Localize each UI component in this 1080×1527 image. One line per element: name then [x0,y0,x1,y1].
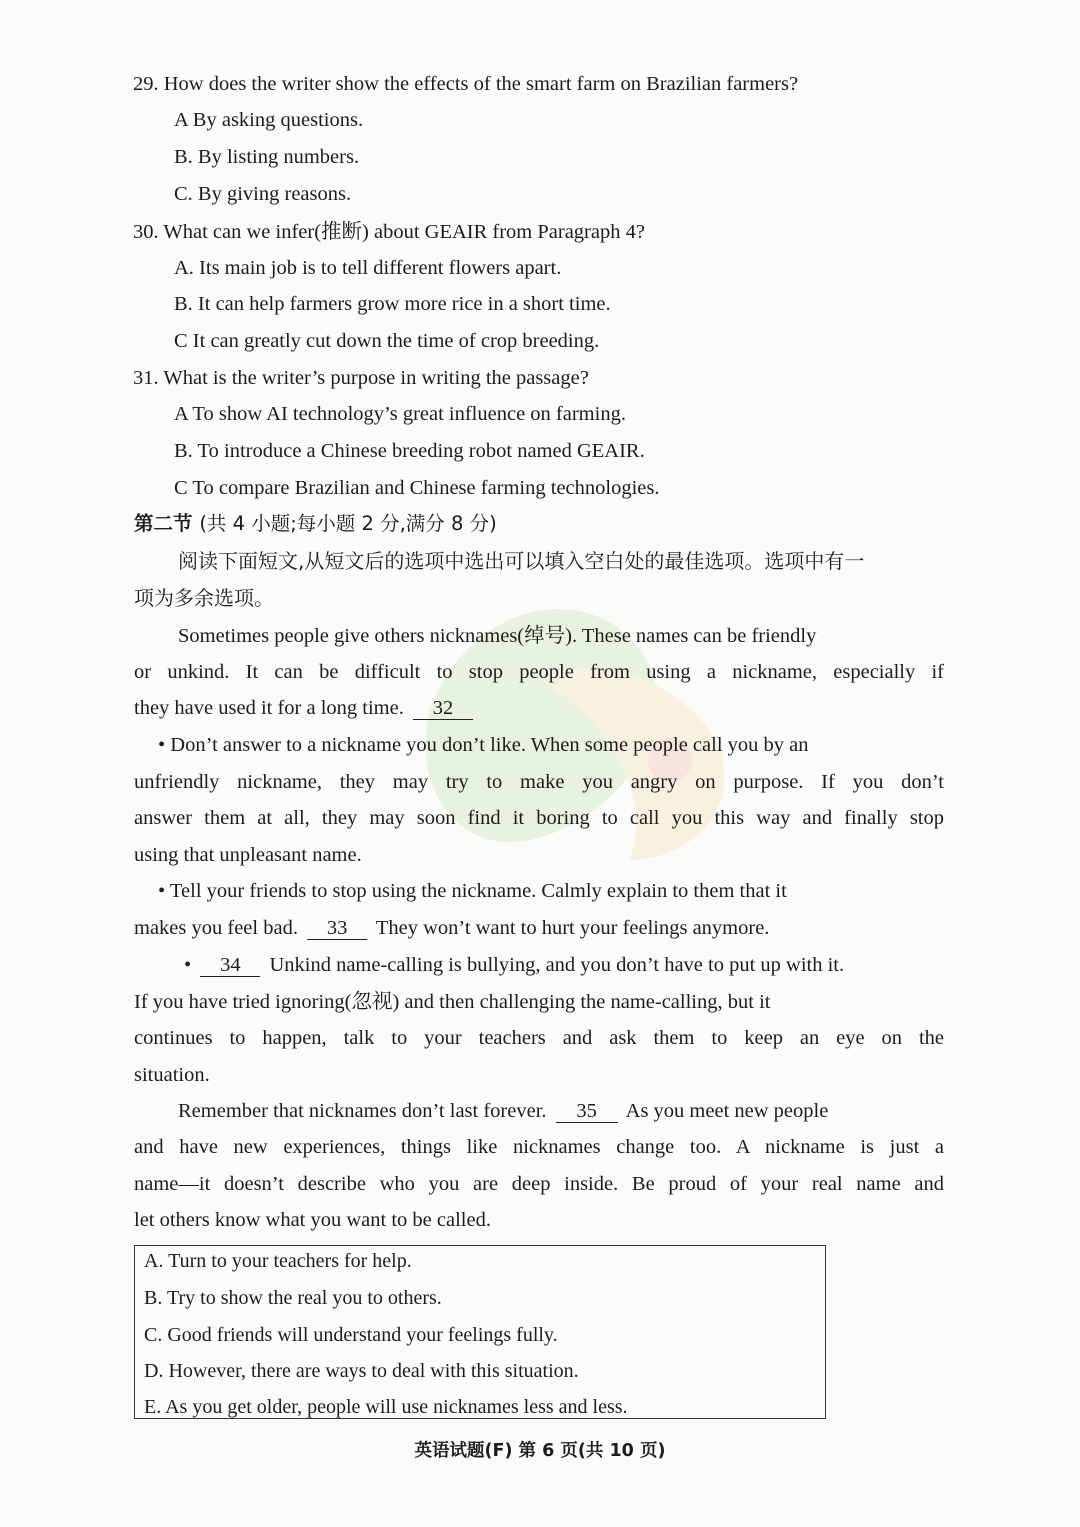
passage-p3-line-2-pre: makes you feel bad. [134,917,298,939]
passage-p3-line-1: • Tell your friends to stop using the nickname. Calmly explain to them that it [158,880,787,902]
section-heading [134,510,497,538]
question-30-option-c: C It can greatly cut down the time of crop breeding. [174,330,600,352]
passage-p4-line-3: continues to happen, talk to your teachers and ask them to keep an eye on the [134,1027,944,1049]
passage-p1-line-1-post: ). These names can be friendly [565,625,817,647]
passage-p4-line-2-cn: 忽视 [351,989,393,1013]
passage-p5-line-1 [178,1097,944,1125]
section-instruction-line-1: 阅读下面短文,从短文后的选项中选出可以填入空白处的最佳选项。选项中有一 [178,549,865,573]
passage-p5-line-3: name—it doesn’t describe who you are deep inside. Be proud of your real name and [134,1173,944,1195]
choice-b: B. Try to show the real you to others. [144,1287,442,1309]
question-29-option-b: B. By listing numbers. [174,146,360,168]
blank-35: 35 [556,1100,618,1123]
choice-c: C. Good friends will understand your feelings fully. [144,1324,558,1346]
question-31-option-b: B. To introduce a Chinese breeding robot named GEAIR. [174,440,645,462]
blank-34: 34 [200,954,260,977]
passage-p2-line-3: answer them at all, they may soon find it boring to call you this way and finally stop [134,807,944,829]
passage-p4-line-4: situation. [134,1064,210,1086]
section-instruction-line-2: 项为多余选项。 [134,586,274,610]
page-footer: 英语试题(F) 第 6 页(共 10 页) [414,1441,666,1461]
section-subtitle: (共 4 小题;每小题 2 分,满分 8 分) [199,512,497,535]
question-30-stem-cn: 推断 [321,219,363,243]
passage-p1-line-1-pre: Sometimes people give others nicknames( [178,625,525,647]
passage-p4-bullet: • [184,954,192,976]
question-29-option-a: A By asking questions. [174,109,364,131]
passage-p2-line-1: • Don’t answer to a nickname you don’t like. When some people call you by an [158,734,809,756]
passage-p4-line-2-pre: If you have tried ignoring( [134,991,352,1013]
blank-33: 33 [307,917,367,940]
question-30-option-b: B. It can help farmers grow more rice in a short time. [174,293,611,315]
passage-p1-line-3 [134,694,944,722]
passage-p5-line-4: let others know what you want to be called. [134,1209,491,1231]
question-31-option-c: C To compare Brazilian and Chinese farming technologies. [174,477,660,499]
choice-a: A. Turn to your teachers for help. [144,1250,412,1272]
question-29-stem: 29. How does the writer show the effects of the smart farm on Brazilian farmers? [133,73,799,95]
passage-p1-line-1-cn: 绰号 [524,623,566,647]
question-30-stem-pre: 30. What can we infer( [133,221,322,243]
passage-p3-line-2 [134,914,944,942]
passage-p4-line-2 [134,987,944,1016]
blank-32: 32 [413,697,473,720]
question-29-option-c: C. By giving reasons. [174,183,352,205]
question-31-stem: 31. What is the writer’s purpose in writing the passage? [133,367,589,389]
passage-p2-line-2: unfriendly nickname, they may try to make you angry on purpose. If you don’t [134,771,944,793]
question-30-option-a: A. Its main job is to tell different flowers apart. [174,257,562,279]
passage-p1-line-2: or unkind. It can be difficult to stop people from using a nickname, especially if [134,661,944,683]
question-31-option-a: A To show AI technology’s great influence on farming. [174,403,626,425]
section-title: 第二节 [134,512,193,535]
question-30-stem-post: ) about GEAIR from Paragraph 4? [362,221,645,243]
passage-p4-line-2-post: ) and then challenging the name-calling, but it [392,991,771,1013]
passage-p5-line-1-pre: Remember that nicknames don’t last forever. [178,1100,547,1122]
passage-p4-line-1 [184,951,944,979]
choice-e: E. As you get older, people will use nicknames less and less. [144,1396,628,1418]
question-30-stem [133,217,645,246]
passage-p3-line-2-post: They won’t want to hurt your feelings anymore. [375,917,770,939]
passage-p1-line-3-text: they have used it for a long time. [134,697,404,719]
passage-p5-line-2: and have new experiences, things like nicknames change too. A nickname is just a [134,1136,944,1158]
choice-d: D. However, there are ways to deal with this situation. [144,1360,579,1382]
passage-p5-line-1-post: As you meet new people [625,1100,829,1122]
choices-box [134,1245,826,1419]
passage-p4-line-1-post: Unkind name-calling is bullying, and you don’t have to put up with it. [269,954,845,976]
passage-p1-line-1 [178,621,944,650]
passage-p2-line-4: using that unpleasant name. [134,844,362,866]
